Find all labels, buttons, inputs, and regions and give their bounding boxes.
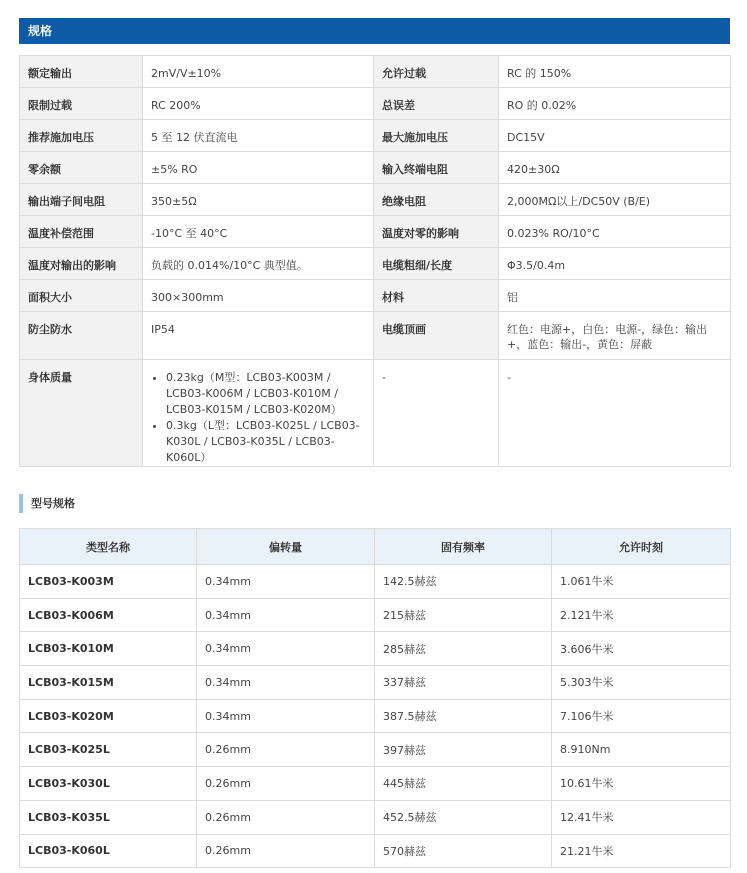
model-value-cell: 285赫兹 bbox=[375, 632, 552, 666]
model-name-cell: LCB03-K060L bbox=[20, 834, 197, 868]
model-row bbox=[20, 699, 731, 733]
spec-value: 红色：电源+，白色：电源-，绿色：输出+，蓝色：输出-，黄色：屏蔽 bbox=[499, 312, 731, 360]
spec-row-mass bbox=[20, 360, 731, 467]
spec-value: 负载的 0.014%/10°C 典型值。 bbox=[143, 248, 374, 280]
spec-value: Φ3.5/0.4m bbox=[499, 248, 731, 280]
model-value-cell: 0.34mm bbox=[197, 666, 375, 700]
model-column-header: 类型名称 bbox=[20, 529, 197, 565]
model-row bbox=[20, 834, 731, 868]
model-value-cell: 397赫兹 bbox=[375, 733, 552, 767]
model-value-cell: 0.34mm bbox=[197, 699, 375, 733]
spec-value: 0.023% RO/10°C bbox=[499, 216, 731, 248]
spec-label: 允许过载 bbox=[374, 56, 499, 88]
model-value-cell: 142.5赫兹 bbox=[375, 565, 552, 599]
model-value-cell: 452.5赫兹 bbox=[375, 800, 552, 834]
model-column-header: 偏转量 bbox=[197, 529, 375, 565]
model-row bbox=[20, 632, 731, 666]
model-value-cell: 0.26mm bbox=[197, 800, 375, 834]
model-value-cell: 337赫兹 bbox=[375, 666, 552, 700]
spec-row bbox=[20, 56, 731, 88]
spec-label: 输入终端电阻 bbox=[374, 152, 499, 184]
spec-value: 铝 bbox=[499, 280, 731, 312]
model-value-cell: 10.61牛米 bbox=[552, 767, 731, 801]
spec-label: 身体质量 bbox=[20, 360, 143, 467]
model-row bbox=[20, 598, 731, 632]
model-value-cell: 387.5赫兹 bbox=[375, 699, 552, 733]
model-value-cell: 21.21牛米 bbox=[552, 834, 731, 868]
model-value-cell: 12.41牛米 bbox=[552, 800, 731, 834]
spec-value: 350±5Ω bbox=[143, 184, 374, 216]
spec-label: 温度补偿范围 bbox=[20, 216, 143, 248]
spec-row bbox=[20, 88, 731, 120]
mass-list-item: • 0.23kg（M型：LCB03-K003M / LCB03-K006M / LCB03-K010M / LCB03-K015M / LCB03-K020M） bbox=[166, 370, 365, 418]
spec-label: 零余额 bbox=[20, 152, 143, 184]
model-value-cell: 0.34mm bbox=[197, 632, 375, 666]
spec-header: 规格 bbox=[19, 18, 730, 44]
model-value-cell: 7.106牛米 bbox=[552, 699, 731, 733]
spec-label: 最大施加电压 bbox=[374, 120, 499, 152]
model-name-cell: LCB03-K020M bbox=[20, 699, 197, 733]
model-row bbox=[20, 733, 731, 767]
spec-label: 电缆粗细/长度 bbox=[374, 248, 499, 280]
spec-value: DC15V bbox=[499, 120, 731, 152]
model-value-cell: 3.606牛米 bbox=[552, 632, 731, 666]
model-column-header: 允许时刻 bbox=[552, 529, 731, 565]
spec-value: 2mV/V±10% bbox=[143, 56, 374, 88]
spec-label: 额定输出 bbox=[20, 56, 143, 88]
model-value-cell: 215赫兹 bbox=[375, 598, 552, 632]
model-name-cell: LCB03-K035L bbox=[20, 800, 197, 834]
model-value-cell: 0.34mm bbox=[197, 598, 375, 632]
model-table-header bbox=[20, 529, 731, 565]
spec-label: 面积大小 bbox=[20, 280, 143, 312]
spec-label: 电缆顶画 bbox=[374, 312, 499, 360]
model-row bbox=[20, 666, 731, 700]
spec-label: 温度对零的影响 bbox=[374, 216, 499, 248]
spec-value: 5 至 12 伏直流电 bbox=[143, 120, 374, 152]
spec-row bbox=[20, 216, 731, 248]
spec-label: 防尘防水 bbox=[20, 312, 143, 360]
model-name-cell: LCB03-K006M bbox=[20, 598, 197, 632]
spec-row bbox=[20, 312, 731, 360]
spec-value: 2,000MΩ以上/DC50V (B/E) bbox=[499, 184, 731, 216]
model-value-cell: 570赫兹 bbox=[375, 834, 552, 868]
spec-value: RC 的 150% bbox=[499, 56, 731, 88]
spec-label: 输出端子间电阻 bbox=[20, 184, 143, 216]
spec-label: 限制过载 bbox=[20, 88, 143, 120]
spec-label: 推荐施加电压 bbox=[20, 120, 143, 152]
spec-value: -10°C 至 40°C bbox=[143, 216, 374, 248]
model-table bbox=[19, 528, 731, 868]
model-value-cell: 8.910Nm bbox=[552, 733, 731, 767]
model-name-cell: LCB03-K030L bbox=[20, 767, 197, 801]
spec-value: 300×300mm bbox=[143, 280, 374, 312]
model-name-cell: LCB03-K010M bbox=[20, 632, 197, 666]
spec-row bbox=[20, 280, 731, 312]
model-value-cell: 1.061牛米 bbox=[552, 565, 731, 599]
model-name-cell: LCB03-K003M bbox=[20, 565, 197, 599]
model-value-cell: 0.34mm bbox=[197, 565, 375, 599]
spec-label: 材料 bbox=[374, 280, 499, 312]
model-row bbox=[20, 767, 731, 801]
model-name-cell: LCB03-K025L bbox=[20, 733, 197, 767]
spec-value: - bbox=[499, 360, 731, 467]
model-value-cell: 5.303牛米 bbox=[552, 666, 731, 700]
model-name-cell: LCB03-K015M bbox=[20, 666, 197, 700]
model-row bbox=[20, 565, 731, 599]
spec-row bbox=[20, 152, 731, 184]
spec-value-mass-list bbox=[143, 360, 374, 467]
spec-value: ±5% RO bbox=[143, 152, 374, 184]
model-value-cell: 0.26mm bbox=[197, 834, 375, 868]
model-value-cell: 445赫兹 bbox=[375, 767, 552, 801]
spec-row bbox=[20, 248, 731, 280]
model-value-cell: 2.121牛米 bbox=[552, 598, 731, 632]
spec-label: 总误差 bbox=[374, 88, 499, 120]
mass-list-item: • 0.3kg（L型：LCB03-K025L / LCB03-K030L / LCB03-K035L / LCB03-K060L） bbox=[166, 418, 365, 466]
spec-label: 绝缘电阻 bbox=[374, 184, 499, 216]
model-value-cell: 0.26mm bbox=[197, 767, 375, 801]
spec-value: RO 的 0.02% bbox=[499, 88, 731, 120]
model-column-header: 固有频率 bbox=[375, 529, 552, 565]
spec-value: - bbox=[374, 360, 499, 467]
spec-label: 温度对输出的影响 bbox=[20, 248, 143, 280]
spec-value: 420±30Ω bbox=[499, 152, 731, 184]
spec-row bbox=[20, 184, 731, 216]
model-row bbox=[20, 800, 731, 834]
spec-value: IP54 bbox=[143, 312, 374, 360]
model-section-title: 型号规格 bbox=[19, 494, 75, 513]
spec-table bbox=[19, 55, 731, 467]
spec-row bbox=[20, 120, 731, 152]
model-value-cell: 0.26mm bbox=[197, 733, 375, 767]
spec-value: RC 200% bbox=[143, 88, 374, 120]
